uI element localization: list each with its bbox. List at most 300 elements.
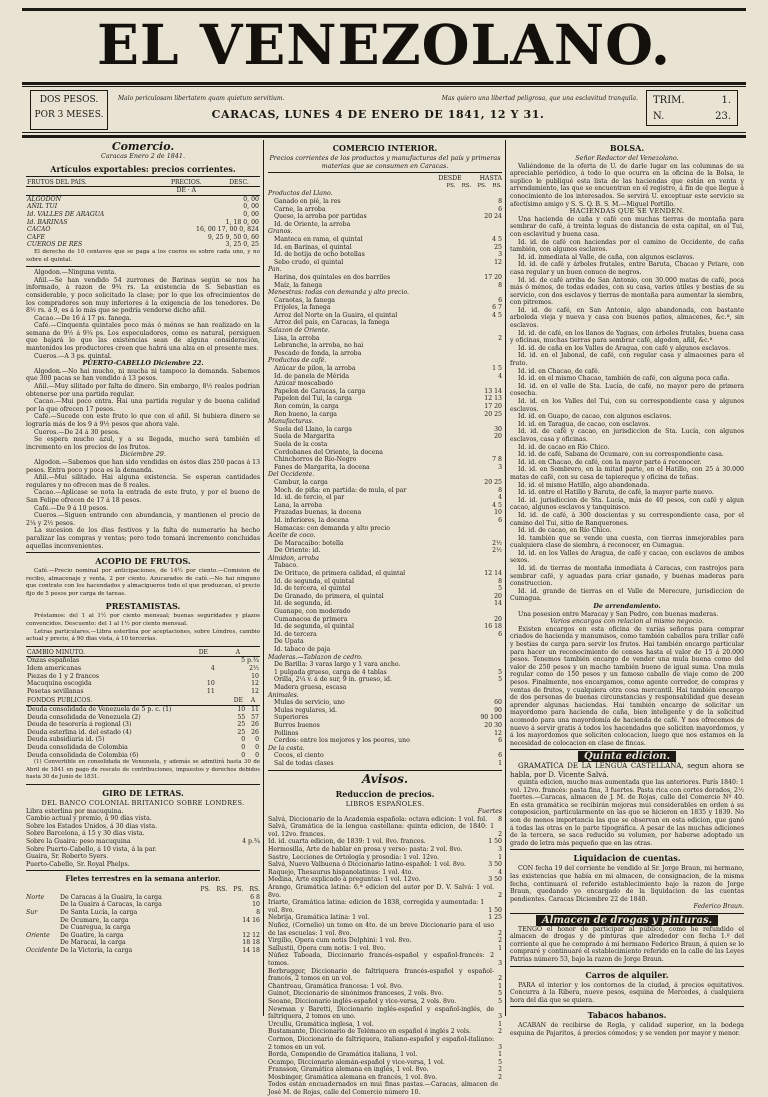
interior-row (268, 449, 502, 457)
flete-route: De Cuaregua, la carga (60, 924, 131, 932)
interior-row (268, 312, 502, 320)
price-line-2: POR 3 MESES. (34, 110, 104, 120)
interior-row (268, 593, 502, 601)
listing: Id. id. en los Valles del Tui, con su correspondiente casa y algunos esclavos. (510, 398, 744, 413)
book-title: Medina, Arte explicado á preguntas: 1 vol. 12vo. (268, 876, 421, 884)
book-title: Arango, Gramática latina: 6.ª edicion del autor por D. V. Salvá: 1 vol. 8vo. (268, 884, 495, 899)
giro-row-value: 4 p.¾ (242, 837, 260, 845)
book-row (268, 1051, 502, 1059)
interior-row (268, 707, 502, 715)
interior-price: 7 8 (492, 456, 502, 464)
interior-row (268, 395, 502, 403)
interior-price: 4 (498, 494, 502, 502)
interior-row (268, 646, 502, 654)
fondos-de: 10 (237, 706, 246, 713)
fondos-a: 26 (251, 721, 259, 729)
cambio-name: Macuquina escogida (27, 680, 92, 688)
interior-item: De Upata (274, 638, 304, 646)
market-para-2: Añil.—Se han vendido 54 zurrones de Barinas según se nos ha informado, á razon de 9¾ rs. La existencia de S. Sebastian es considerable, y poco solicitado la clase; por lo que los ofrecimientos de los compradores son muy inferiores á la exigencia de los tenedores. De 8½ rs. á 9, es á lo más que se podría venderse dicho añil. (26, 276, 260, 315)
listing: Id. id. de caña en los Valles de Aragua, con café y algunos esclavos. (518, 344, 731, 352)
interior-section-title: Pan. (268, 266, 282, 274)
book-title: Hermosilla, Arte de hablar en prosa y verso: pasta: 2 vol. 8vo. (268, 846, 463, 854)
interior-price: 5 (498, 668, 502, 676)
th-a: A (191, 187, 196, 195)
book-row (268, 983, 502, 991)
fletes-list (26, 894, 260, 955)
masthead-rule (22, 82, 746, 85)
cambio-de (191, 673, 216, 681)
interior-row (268, 213, 502, 221)
interior-item: Papelon del Tui, la carga (274, 395, 352, 403)
th-frutos: FRUTOS DEL PAIS. (26, 179, 155, 187)
interior-price: 2 (498, 334, 502, 342)
th-sub-1: PS. (446, 182, 456, 189)
listing: Id. id. de café, á 300 doscientas y su correspondiente casa, por el camino del Tui, sitio de Ranquerones. (510, 511, 744, 527)
book-title: Sastre, Lecciones de Ortología y prosodia: 1 vol. 12vo. (268, 853, 440, 861)
interior-item: De Granado, de primera, el quintal (274, 592, 384, 600)
interior-price-list (268, 190, 502, 767)
interior-item: Id. de botija de ocho botellas (274, 251, 365, 259)
flete-route: De Caracas á la Guaira, la carga (60, 893, 162, 901)
interior-row (268, 760, 502, 768)
listing: Id. id. de cacao, en Río Chico. (518, 527, 612, 535)
cambio-row (26, 680, 260, 688)
flete-group: Norte (26, 893, 45, 901)
interior-item: Ganado en pié, la res (274, 197, 341, 205)
book-title: Mosbinger, Gramática alemana en francés, 1 vol. 8vo. (268, 1073, 438, 1081)
flete-value: 12 12 (242, 931, 260, 939)
interior-price: 6 (498, 752, 502, 760)
giro-row-name: Guaira, Sr. Roberto Syers. (26, 853, 109, 861)
interior-row (268, 342, 502, 350)
interior-item: Ron común, la carga (274, 403, 339, 410)
interior-row (268, 335, 502, 343)
flete-row (26, 901, 260, 909)
interior-item: Arroz del país, en Caracas, la fanega (274, 319, 390, 327)
quinta-banner (510, 753, 744, 761)
interior-item: Id. de tercera (274, 630, 317, 638)
interior-item: Id. de segunda, id. (274, 600, 333, 608)
product-row (26, 241, 260, 249)
giro-row (26, 846, 260, 854)
flete-group (26, 939, 60, 947)
book-price: 3 (498, 1043, 502, 1051)
interior-item: Guanape, con moderado (274, 608, 351, 616)
interior-section-title: Productos del Llano. (268, 190, 333, 198)
flete-group (26, 901, 60, 909)
cambio-a: 12 (251, 687, 259, 695)
interior-item: De Oriente: id. (274, 547, 321, 555)
listing: Una hacienda de caña y café con muchas tierras de montaña para sembrar de café, á treinta leguas de distancia de esta capital, en el Tui, con esclavitud y buena casa. (510, 215, 744, 238)
book-price: 2 (498, 975, 502, 983)
listing: Id. id. de café y árboles frutales, entre Baruta, Chacao y Petare, con casa regular y un buen conuco de negros. (510, 261, 744, 276)
masthead-title: EL VENEZOLANO. (96, 12, 672, 77)
product-price: 1, 18 0, 00 (225, 218, 259, 226)
interior-table-headers (268, 175, 502, 183)
interior-price: 20 25 (484, 478, 502, 486)
varios-text: Existen encargos en esta oficina de varias señoras para comprar criados de hacienda y manumisos, como también caballos para trillar café y bestias de carga para servir los frutos. Hai también encargo particular para hacer un reconocimiento de censos hasta el valor de 15 á 20.000 pesos. Tenemos también encargo de vender una mula buena como del valor de 250 pesos y un macho también bueno de igual suma. Una mula regular como de 150 pesos y un famoso caballo de viaje como de 200 pesos. Finalmente, nos encargamos, como agente corredor, de compras y ventas de frutos, y cualquiera otra cosa mercantil. Hai también encargo de dos personas de buenas circunstancias y responsabilidad que desean aprender algunas haciendas. Hai también encargo de solicitar un mayordomo para hacienda de caña, bien inteligente y de la solicitud acomodo para una mayordomía de hacienda de café. Y nos ofrecemos de nuevo á servir gratis á todos los hacendados que soliciten mayordomos, y á los mayordomos que soliciten colocacion, luego que nos estamos en la necesidad de colocacion en clase de fincas. (510, 625, 744, 747)
listing: Id. id. jurisdiccion de Sta. Lucía, más de 40 pesos, con café y algun cacao, algunos esclavos y tanquinisco. (510, 496, 744, 512)
masthead-rule-thin (22, 86, 746, 87)
interior-item: Lebranche, la arroba, no hai (274, 342, 364, 350)
interior-item: Arroz del Norte en la Guaira, el quintal (274, 311, 398, 319)
flete-group (26, 917, 60, 925)
interior-row (268, 714, 502, 722)
book-title: Borda, Compendio de Gramática italiana, 1 vol. (268, 1051, 418, 1059)
interior-item: Pollinos (274, 729, 299, 737)
column-interior-commerce (268, 140, 502, 1097)
giro-sub: DEL BANCO COLONIAL BRITANICO SOBRE LONDRES. (41, 798, 245, 807)
giro-row (26, 830, 260, 838)
interior-item: Mulas regulares, id. (274, 706, 337, 714)
quinta-heading: Quinta edicion. (578, 751, 676, 762)
cambio-name: Idem americanas (27, 665, 82, 673)
interior-row (268, 540, 502, 548)
interior-row (268, 350, 502, 358)
liquidacion-text: CON fecha 19 del corriente he vendido al Sr. Jorge Braun, mi hermano, las existencias que había en mi almacen, de consignacion, de la misma fecha, continuará el referido establecimiento bajo la razon de Jorge Braun, quedando yo encargado de la liquidacion de las cuentas pendientes. Caracas Diciembre 22 de 1840. (510, 865, 744, 903)
book-title: Iriarte, Gramática latina: edicion de 1838, corregida y aumentada: 1 vol. 8vo. (268, 899, 485, 914)
interior-price: 20 (494, 592, 502, 600)
product-name: CACAO (27, 226, 51, 234)
listing: Id. id. el mismo Hatillo, algo abandonada. (518, 481, 650, 489)
interior-section-title: Almidon, arroba (268, 554, 319, 562)
carros-heading: Carros de alquiler. (585, 969, 669, 980)
number-label: N. (653, 111, 665, 122)
book-price: 4 (498, 868, 502, 876)
listing: Id. id. de café, en los llanos de Yaguas, con árboles frutales, buena casa y oficinas, muchas tierras para sembrar café, algodon, añil, &c.ª (510, 329, 744, 345)
interior-item: Id. de segunda, el quintal (274, 577, 354, 585)
interior-row (268, 479, 502, 487)
listing: Id. id. de tierras de montaña inmediata á Caracas, con rastrojos para sembrar café, y aguadas para criar ganado, y buenas maderas para construccion. (510, 565, 744, 588)
th-sub-3: PS. (477, 182, 487, 189)
book-row (268, 990, 502, 998)
book-row (268, 952, 502, 967)
interior-row (268, 737, 502, 745)
interior-item: Azúcar de pilon, la arroba (274, 365, 356, 373)
book-price: 1 25 (488, 914, 502, 922)
interior-price: 20 (494, 615, 502, 623)
interior-item: Id. de tercera, el quintal (274, 585, 351, 593)
fondos-de: 55 (237, 713, 246, 721)
book-row (268, 899, 502, 914)
giro-row (26, 853, 260, 861)
cambio-row (26, 688, 260, 696)
interior-price: 3 (498, 251, 502, 259)
book-price: 1 (498, 853, 502, 861)
flete-value: 6 8 (250, 893, 260, 901)
flete-row (26, 939, 260, 947)
interior-row (268, 274, 502, 282)
puerto-para-11: Se espera mucho azul, y a su llegada, mucho será también el incremento en los precios de los frutos. (26, 436, 260, 451)
cambio-name: Pesetas sevillanas (27, 687, 84, 695)
interior-item: 1 pulgada grueso, carga de 4 tablas (274, 668, 387, 676)
flete-route: De la Guaira á Caracas, la carga (60, 901, 162, 909)
interior-item: Carne, la arroba (274, 205, 326, 213)
puerto-para-10: Cueros.—De 24 á 30 pesos. (34, 428, 120, 436)
interior-item: Papelon de Caracas, la carga (274, 387, 366, 395)
listing: Id. id. en Chacao, de café. (518, 367, 600, 375)
interior-price: 90 100 (480, 714, 502, 722)
book-price: 1 50 (488, 906, 502, 914)
book-row (268, 816, 502, 824)
market-para-1: Algodon.—Ninguna venta. (34, 269, 117, 277)
fletes-col-2: RS. (216, 886, 228, 894)
header-bottom-rule (22, 132, 746, 133)
flete-row (26, 932, 260, 940)
flete-row (26, 917, 260, 925)
th-desde: DESDE (438, 175, 462, 183)
book-row (268, 861, 502, 869)
almacen-heading: Almacen de drogas y pinturas. (536, 915, 718, 926)
quinta-title: GRAMATICA DE LA LENGUA CASTELLANA, segun ahora se habla, por D. Vicente Salvá. (510, 761, 744, 779)
book-title: Id. id. cuarta edicion, de 1839: 1 vol. 8vo. frances. (268, 838, 426, 846)
fondos-table (26, 697, 260, 759)
fondos-de: 25 (237, 728, 246, 736)
interior-item: Madera gruesa, escasa (274, 683, 347, 691)
interior-item: Moch. de piña: en partida: de mula, el par (274, 486, 407, 494)
bolsa-heading: BOLSA. (609, 143, 645, 153)
fondos-a: 57 (251, 713, 259, 721)
interior-item: Sebo crudo, el quintal (274, 258, 344, 266)
interior-item: Suela de Margarita (274, 433, 335, 441)
interior-item: Queso, la arroba por partidas (274, 213, 367, 221)
product-price: 0, 00 (243, 203, 259, 211)
interior-item: Pescado de fonda, la arroba (274, 349, 362, 357)
book-price: 2 (498, 830, 502, 838)
product-row (26, 195, 260, 203)
interior-item: De Orituco, de primera calidad, el quintal (274, 570, 406, 578)
book-row (268, 1021, 502, 1029)
fondos-name: Deuda consolidada de Venezuela (2) (27, 713, 141, 721)
fondos-de: 0 (241, 751, 246, 759)
book-price: 2 (498, 891, 502, 899)
product-price: 3, 25 0, 25 (225, 241, 259, 249)
interior-price: 4 5 (492, 235, 502, 243)
book-price: 3 (498, 959, 502, 967)
interior-row (268, 487, 502, 495)
interior-row (268, 623, 502, 631)
book-row (268, 854, 502, 862)
top-rule (22, 8, 746, 11)
interior-row (268, 600, 502, 608)
puerto-heading: PUERTO-CABELLO Diciembre 22. (82, 359, 204, 368)
interior-table-subheaders (268, 183, 502, 191)
book-title: Guinot, Diccionario de sinónimos franceses, 2 vols. 8vo. (268, 990, 444, 998)
flete-value: 14 18 (242, 947, 260, 955)
interior-row (268, 426, 502, 434)
book-row (268, 846, 502, 854)
listing: Id. id. en el mismo Chacao, también de café, con alguna poca caña. (518, 375, 730, 383)
interior-price: 12 (494, 729, 502, 737)
interior-price: 25 (494, 243, 502, 251)
interior-price: 4 5 (492, 311, 502, 319)
fondos-de: 0 (241, 743, 246, 751)
interior-row (268, 206, 502, 214)
product-name: CAFE (27, 233, 46, 241)
book-price: 3 50 (488, 861, 502, 869)
giro-row (26, 823, 260, 831)
interior-section-title: Maderas.—Tablazon de cedro. (268, 653, 363, 661)
interior-row (268, 517, 502, 525)
interior-section-title: Aceite de coco. (268, 532, 316, 540)
flete-row (26, 909, 260, 917)
th-sub-4: RS. (492, 182, 502, 189)
interior-row (268, 722, 502, 730)
book-row (268, 914, 502, 922)
interior-row (268, 562, 502, 570)
interior-price: 20 24 (484, 213, 502, 221)
listing: Id. id. de cacao en Río Chico. (518, 443, 610, 451)
listing: Id. id. en los Valles de Aragua, de café y cacao, con esclavos de ambos sexos. (510, 549, 744, 565)
price-box (30, 90, 108, 130)
listing: Id. id. en Sombrero, en la mitad parte, en el Hatillo, con 25 á 30.000 matas de café, con su casa de tapiereque y oficina de teñas. (510, 466, 744, 481)
column-bolsa (510, 140, 744, 1037)
interior-price: 2½ (492, 539, 502, 547)
flete-route: De Guatire, la carga (60, 931, 124, 939)
fondos-row (26, 736, 260, 744)
listing: Id. id. de café y cacao, en jurisdiccion de Sta. Lucía, con algunos esclavos, casa y oficinas. (510, 428, 744, 443)
giro-row (26, 808, 260, 816)
fletes-heading: Fletes terrestres en la semana anterior. (65, 874, 221, 884)
interior-price: 12 13 (484, 395, 502, 403)
export-prices-table: FRUTOS DEL PAIS. PRECIOS. DESC. DE · A ALGODON 0, 00 AÑIL TUI 0, 00 Id. VALLES DE ARAGUA 0, 00 Id. BARINAS 1, 18 0, 00 CACAO 16, 00 17, 00 0, 824 CAFE 9, 25 9, 50 0, 60 CUEROS DE RES 3, 25 0, 25 (27, 178, 259, 249)
interior-row (268, 456, 502, 464)
interior-item: De Maracaibo: botella (274, 539, 344, 547)
interior-row (268, 676, 502, 684)
fletes-col-1: PS. (200, 886, 211, 894)
book-price: 5 (498, 997, 502, 1005)
flete-group: Sur (26, 909, 38, 917)
cambio-heading: CAMBIO MINUTO. (26, 649, 191, 657)
product-row (26, 211, 260, 219)
interior-price: 6 (498, 630, 502, 638)
interior-item: Frijoles, la fanega (274, 304, 331, 312)
book-row (268, 1028, 502, 1036)
book-row (268, 1066, 502, 1074)
interior-item: Azúcar moscabado (274, 380, 334, 388)
book-row (268, 937, 502, 945)
flete-route: De la Victoria, la carga (60, 947, 133, 955)
book-title: Fransson, Gramática alemana en inglés, 1 vol. 8vo. (268, 1066, 429, 1074)
giro-row (26, 815, 260, 823)
prestamistas-text: Préstamos: del 1 al 1½ por ciento mensual; buenas seguridades y plazos convencidos. Descuento: del 1 al 1½ por ciento mensual. (26, 613, 260, 628)
interior-item: Cordobanes del Oriente, la docena (274, 448, 383, 456)
giro-row-name: Sobre Puerto-Cabello, á 10 vista, á la par. (26, 845, 157, 853)
book-title: Cormon, Diccionario de faltriquera, italiano-español y español-italiano: 2 tomos en un vol. (268, 1035, 495, 1051)
arriendo-text: Una posesion entre Maracay y San Pedro, con buenas maderas. (518, 610, 719, 618)
interior-price: 8 (498, 577, 502, 585)
giro-row (26, 838, 260, 846)
puerto-para-9: Café.—Sucede con este fruto lo que con el añil. Si hubiera dinero se lograría más de los 9 á 9½ pesos que ahora vale. (26, 413, 260, 428)
motto-right: Mas quiero una libertad peligrosa, que una esclavitud tranquila. (441, 95, 638, 102)
book-price: 1 (498, 1051, 502, 1059)
book-row (268, 876, 502, 884)
flete-group (26, 924, 60, 932)
puerto-para-7: Añil.—Muy silitado por falta de dinero. Sin embargo, 8½ reales podrian obtenerse por una partida regular. (26, 383, 260, 398)
interior-row (268, 236, 502, 244)
cambio-a: 5 p.¾ (241, 657, 259, 665)
book-title: Nuñez, (Cornelio) un tomo en 4to. de un breve Diccionario para el uso de las escuelas: 1 vol. 8vo. (268, 922, 495, 937)
interior-section-title: Manufacturas. (268, 418, 314, 426)
tabacos-text: ACABAN de recibirse de Regla, y calidad superior, en la bodega esquina de Pajaritos, á precios cómodos; y se venden por mayor y menor. (510, 1022, 744, 1037)
interior-price: 8 (498, 486, 502, 494)
book-title: Bustamante, Diccionario de Telémaco en español é inglés 2 vols. (268, 1028, 471, 1036)
book-title: Seoane, Diccionario inglés-español y vice-versa, 2 vols. 8vo. (268, 997, 457, 1005)
fondos-de: 25 (237, 721, 246, 729)
interior-item: Ron bueno, la carga (274, 410, 337, 418)
book-title: Núñez Taboada, Diccionario francés-español y español-francés: 2 tomos. (268, 952, 495, 967)
puerto-para-16: Cueros.—Siguen entrando con abundancia, y mantienen el precio de 2¼ y 2½ pesos. (26, 512, 260, 527)
interior-price: 6 (498, 516, 502, 524)
fondos-row (26, 744, 260, 752)
book-title: Ocampo, Diccionario alemán-español y vice-versa, 1 vol. (268, 1058, 445, 1066)
puerto-para-6: Algodon.—No hai mucho, ni mucha ni tampoco la demanda. Sabemos que 300 pacas se han vendido á 13 pesos. (26, 367, 260, 383)
column-divider-1 (263, 140, 264, 1016)
market-para-3: Cacao.—De 16 á 17 ps. fanega. (34, 314, 132, 322)
bolsa-sub: Señor Redactor del Venezolano. (575, 154, 679, 162)
issue-box (646, 90, 738, 126)
interior-item: Superiores (274, 714, 309, 722)
book-row (268, 838, 502, 846)
interior-price: 90 (494, 706, 502, 714)
flete-route: De Maracai, la carga (60, 939, 126, 947)
book-price: 3 (498, 846, 502, 854)
interior-section-title: Animales. (268, 691, 299, 699)
cambio-table (26, 649, 260, 696)
commerce-date: Caracas Enero 2 de 1841. (100, 152, 186, 160)
flete-value: 10 (252, 901, 260, 909)
flete-group: Occidente (26, 947, 58, 955)
interior-price: 8 (498, 281, 502, 289)
letras-text: Letras particulares.—Libra esterlina por aceptaciones, sobre Lóndres, cambio actual y precio, á 90 dias vista, á 10 tercerías. (26, 628, 260, 643)
acopio-heading: ACOPIO DE FRUTOS. (95, 556, 191, 567)
fondos-col-de: DE (231, 697, 247, 705)
interior-price: 20 25 (484, 410, 502, 418)
interior-item: Fanes de Margarita, la docena (274, 463, 370, 471)
interior-item: Orilla, 2¼ v. á de sur, 9 in. grueso, id. (274, 676, 392, 684)
listing: Id. id. en el valle de Sta. Lucía, de café, no mayor pero de primera cosecha. (510, 382, 744, 398)
fondos-name: Deuda consolidada de Venezuela de 5 p. c. (1) (27, 706, 172, 713)
interior-row (268, 403, 502, 411)
giro-heading: GIRO DE LETRAS. (102, 787, 184, 798)
cambio-col-de: DE (191, 649, 216, 657)
price-line-1: DOS PESOS. (39, 95, 99, 105)
interior-row (268, 578, 502, 586)
book-title: Urcullu, Gramática inglesa, 1 vol. (268, 1020, 374, 1028)
interior-row (268, 570, 502, 578)
product-price: 9, 25 9, 50 0, 60 (207, 233, 259, 241)
flete-row (26, 924, 260, 932)
market-para-5: Cueros.—A 3 ps. quintal. (34, 352, 112, 360)
interior-item: Suela del Llano, la carga (274, 425, 352, 433)
book-price: 5 (498, 1058, 502, 1066)
listing: Id. id. de café, en San Antonio, algo abandonada, con bastante arboleda vieja y nueva y casa con buenos patios, almacenes, &c.ª, sin esclavos. (510, 306, 744, 330)
puerto-para-17: La sucesion de los dias festivos y la falta de numerario ha hecho paralizar las compras y ventas; pero todo tomará incremento concluidas aquellas inconvenientes. (26, 527, 260, 550)
interior-row (268, 585, 502, 593)
interior-row (268, 365, 502, 373)
cambio-a: 12 (251, 680, 259, 688)
interior-price: 6 7 (492, 304, 502, 312)
column-divider-2 (505, 140, 506, 1016)
giro-row-name: Libra esterlina por macuquina. (26, 807, 124, 815)
cambio-de: 11 (206, 687, 215, 695)
listing: Id. id. de café arriba de San Antonio, con 30.000 matas de café, poca más ó ménos, de todas edades, con su casa, varios útiles y bestias de su servicio, con dos esclavos y tierras de montaña para aumentar la siembra, con pitremos. (510, 276, 744, 307)
interior-price: 8 (498, 197, 502, 205)
giro-list (26, 808, 260, 869)
interior-row (268, 752, 502, 760)
fondos-note: (1) Convertible en consolidada de Venezuela, y además se admitirá hasta 30 de Abril de 1841 en pago de rescate de contribuciones, impuestos y derechos debidos hasta 30 de Junio de 1831. (26, 759, 260, 781)
interior-item: Lana, la arroba (274, 501, 323, 509)
